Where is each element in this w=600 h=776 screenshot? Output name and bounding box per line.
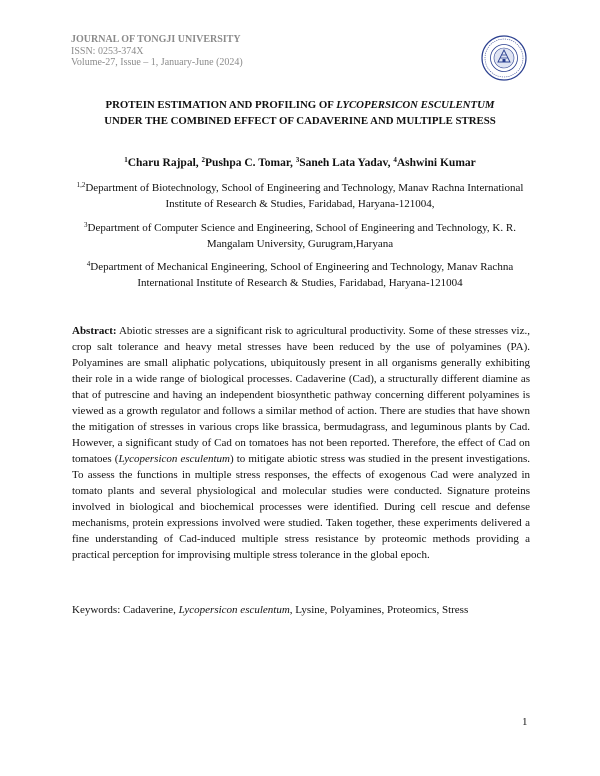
- journal-name: JOURNAL OF TONGJI UNIVERSITY: [71, 34, 241, 45]
- abstract-label: Abstract:: [72, 325, 117, 337]
- affiliation-1-text: Department of Biotechnology, School of Engineering and Technology, Manav Rachna International Institute of Research & Studies, Faridabad, Haryana-121004,: [85, 182, 524, 210]
- journal-header: [71, 34, 243, 69]
- author-3: Saneh Lata Yadav: [299, 157, 388, 169]
- keywords-species: Lycopersicon esculentum: [178, 604, 290, 616]
- author-separator: ,: [387, 157, 394, 169]
- affiliation-2-text: Department of Computer Science and Engineering, School of Engineering and Technology, K. R. Mangalam University, Gurugram,Haryana: [87, 222, 516, 250]
- author-3-sup: 3: [295, 156, 300, 164]
- university-seal-icon: [481, 35, 527, 81]
- title-line1-prefix: PROTEIN ESTIMATION AND PROFILING OF: [105, 99, 337, 111]
- keywords-before: Cadaverine,: [123, 604, 179, 616]
- author-1-sup: 1: [124, 156, 128, 164]
- author-list: [60, 157, 540, 169]
- author-separator: ,: [195, 157, 202, 169]
- author-2-sup: 2: [201, 156, 206, 164]
- author-2: Pushpa C. Tomar: [205, 157, 290, 169]
- affiliation-1-sup: 1,2: [76, 181, 86, 189]
- journal-issn: ISSN: 0253-374X: [71, 45, 144, 57]
- affiliation-3-sup: 4: [86, 260, 91, 268]
- keywords-after: , Lysine, Polyamines, Proteomics, Stress: [289, 604, 469, 616]
- title-line2: UNDER THE COMBINED EFFECT OF CADAVERINE AND MULTIPLE STRESS: [104, 115, 496, 127]
- author-1: Charu Rajpal: [127, 157, 196, 169]
- author-4-sup: 4: [393, 156, 397, 164]
- keywords: [72, 602, 530, 618]
- affiliation-2-sup: 3: [84, 221, 88, 229]
- paper-title: [60, 97, 540, 129]
- affiliation-3: [72, 259, 528, 291]
- affiliation-2: [72, 220, 528, 252]
- affiliation-1: [72, 180, 528, 212]
- abstract: [72, 323, 530, 563]
- abstract-text-part1: Abiotic stresses are a significant risk to agricultural productivity. Some of these stresses viz., crop salt tolerance and heavy metal stresses have been reduced by the use of polyamines (PA). Polyamines are small aliphatic polycations, ubiquitously present in all organisms generally exhibiting their role in a wide range of biological processes. Cadaverine (Cad), a structurally different diamine as that of putrescine and having an independent biosynthetic pathway concerning different polyamines is viewed as a growth regulator and follows a similar method of action. There are studies that have shown the mitigation of stresses in various crops like brassica, bermudagrass, and leguminous plants by Cad. However, a significant study of Cad on tomatoes has not been reported. Therefore, the effect of Cad on tomatoes (: [72, 325, 530, 465]
- title-species: LYCOPERSICON ESCULENTUM: [336, 99, 495, 111]
- journal-volume: Volume-27, Issue – 1, January-June (2024): [71, 57, 243, 68]
- affiliation-3-text: Department of Mechanical Engineering, School of Engineering and Technology, Manav Rachna International Institute of Research & Studies, Faridabad, Haryana-121004: [90, 261, 514, 289]
- page-number: 1: [522, 716, 528, 728]
- author-separator: ,: [289, 157, 296, 169]
- abstract-text-part2: ) to mitigate abiotic stress was studied in the present investigations. To assess the functions in multiple stress responses, the effects of exogenous Cad were analyzed in tomato plants and several physiological and molecular studies were conducted. Signature proteins involved in biological and biochemical processes were identified. During cell rescue and defense mechanisms, protein expressions involved were studied. Taken together, these experiments delivered a fine understanding of Cad-induced multiple stress resistance by proteomic methods providing a practical perception for improvising multiple stress tolerance in the global epoch.: [72, 453, 530, 561]
- author-4: Ashwini Kumar: [396, 157, 476, 169]
- abstract-species: Lycopersicon esculentum: [118, 453, 230, 465]
- keywords-label: Keywords:: [72, 604, 124, 616]
